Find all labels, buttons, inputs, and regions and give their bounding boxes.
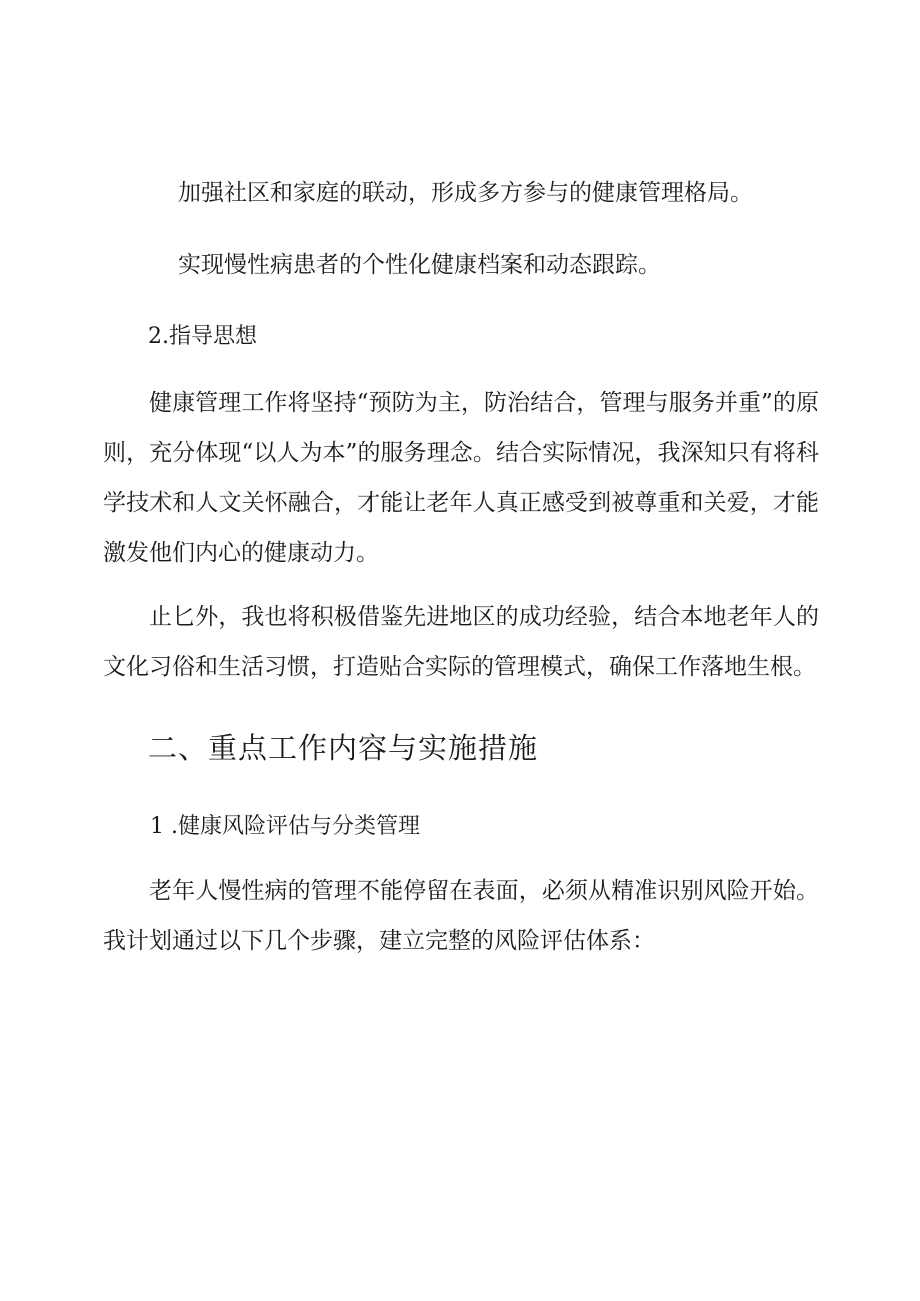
subsection-heading-guiding-thought: 2.指导思想	[148, 324, 257, 349]
goal-item-personal-health-records: 实现慢性病患者的个性化健康档案和动态跟踪。	[178, 252, 661, 278]
goal-item-community-family: 加强社区和家庭的联动，形成多方参与的健康管理格局。	[178, 180, 753, 206]
paragraph-local-experience: 止匕外，我也将积极借鉴先进地区的成功经验，结合本地老年人的文化习俗和生活习惯，打造贴合实际的管理模式，确保工作落地生根。	[103, 604, 819, 680]
subsection-heading-risk-assessment: 1 .健康风险评估与分类管理	[150, 814, 420, 839]
paragraph-guiding-principles: 健康管理工作将坚持“预防为主，防治结合，管理与服务并重”的原则，充分体现“以人为本”的服务理念。结合实际情况，我深知只有将科学技术和人文关怀融合，才能让老年人真正感受到被尊重和关爱，才能激发他们内心的健康动力。	[103, 390, 819, 566]
section-title-key-work: 二、重点工作内容与实施措施	[148, 731, 539, 765]
paragraph-risk-assessment: 老年人慢性病的管理不能停留在表面，必须从精准识别风险开始。我计划通过以下几个步骤，建立完整的风险评估体系：	[103, 878, 819, 954]
